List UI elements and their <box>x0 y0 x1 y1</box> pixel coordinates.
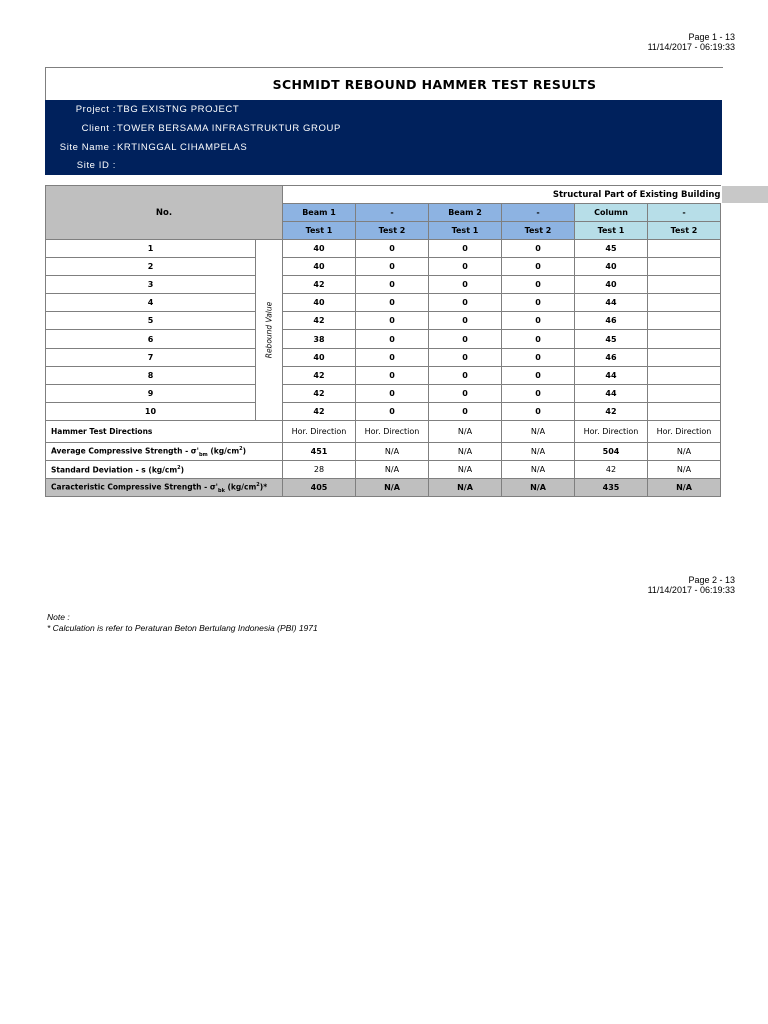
cell: 0 <box>429 402 502 420</box>
print-datetime: 11/14/2017 - 06:19:33 <box>647 42 735 52</box>
cell: 405 <box>283 479 356 497</box>
table-row <box>46 366 721 384</box>
note-text: * Calculation is refer to Peraturan Beton Bertulang Indonesia (PBI) 1971 <box>47 623 318 633</box>
cell: 0 <box>502 312 575 330</box>
table-row <box>46 402 721 420</box>
cell: 0 <box>502 384 575 402</box>
cell: 40 <box>575 276 648 294</box>
table-row <box>46 348 721 366</box>
cell: 0 <box>429 330 502 348</box>
cell: 0 <box>502 402 575 420</box>
cell: 44 <box>575 294 648 312</box>
cell: 42 <box>283 366 356 384</box>
cell: 451 <box>283 443 356 461</box>
row-number: 4 <box>46 294 256 312</box>
side-gray-tab <box>722 186 768 203</box>
structural-part-header: Structural Part of Existing Building <box>283 186 721 204</box>
test-header: Test 1 <box>283 222 356 240</box>
cell <box>648 294 721 312</box>
cell: N/A <box>429 421 502 443</box>
cell: 40 <box>283 258 356 276</box>
cell: 44 <box>575 384 648 402</box>
row-number: 2 <box>46 258 256 276</box>
table-row <box>46 258 721 276</box>
cell: 0 <box>502 366 575 384</box>
cell: Hor. Direction <box>283 421 356 443</box>
test-header: Test 2 <box>648 222 721 240</box>
client-value: TOWER BERSAMA INFRASTRUKTUR GROUP <box>117 123 341 134</box>
std-dev-row <box>46 461 721 479</box>
row-number: 1 <box>46 240 256 258</box>
cell: 42 <box>283 384 356 402</box>
group-header: - <box>356 204 429 222</box>
site-id-label: Site ID : <box>76 160 116 171</box>
cell: 435 <box>575 479 648 497</box>
cell: 0 <box>502 294 575 312</box>
group-header: - <box>502 204 575 222</box>
table-header-row-1 <box>46 186 721 204</box>
cell: N/A <box>356 461 429 479</box>
row-number: 5 <box>46 312 256 330</box>
cell: N/A <box>429 443 502 461</box>
project-info-panel <box>45 100 722 175</box>
row-number: 8 <box>46 366 256 384</box>
char-strength-label: Caracteristic Compressive Strength - $\sigma'_{bk}$ $(kg/cm^2)*$ <box>46 479 283 497</box>
cell: 42 <box>283 276 356 294</box>
cell: 42 <box>575 461 648 479</box>
cell: 0 <box>356 276 429 294</box>
cell: Hor. Direction <box>356 421 429 443</box>
page-stamp-top <box>648 32 735 52</box>
project-row <box>45 100 722 119</box>
cell: Hor. Direction <box>575 421 648 443</box>
cell: 46 <box>575 312 648 330</box>
cell: 40 <box>283 348 356 366</box>
group-header: Beam 2 <box>429 204 502 222</box>
cell: 42 <box>283 402 356 420</box>
row-number: 10 <box>46 402 256 420</box>
cell: 0 <box>356 402 429 420</box>
rebound-value-label: Rebound Value <box>264 301 274 359</box>
group-header: Column <box>575 204 648 222</box>
site-name-value: KRTINGGAL CIHAMPELAS <box>117 142 248 153</box>
page-number: Page 2 - 13 <box>688 575 735 585</box>
cell: Hor. Direction <box>648 421 721 443</box>
cell: 0 <box>356 348 429 366</box>
cell: 28 <box>283 461 356 479</box>
cell: N/A <box>429 479 502 497</box>
cell: 0 <box>502 240 575 258</box>
site-id-row <box>45 156 722 175</box>
cell: 45 <box>575 240 648 258</box>
rebound-results-table <box>45 185 721 497</box>
rebound-value-label-cell <box>256 240 283 421</box>
avg-strength-label: Average Compressive Strength - $\sigma'_{bm}$ $(kg/cm^2)$ <box>46 443 283 461</box>
cell: N/A <box>648 479 721 497</box>
footnote <box>47 612 318 634</box>
test-header: Test 1 <box>575 222 648 240</box>
cell: 42 <box>283 312 356 330</box>
cell: 40 <box>283 294 356 312</box>
table-row <box>46 384 721 402</box>
project-value: TBG EXISTNG PROJECT <box>117 104 240 115</box>
cell: 0 <box>429 294 502 312</box>
cell <box>648 258 721 276</box>
cell: N/A <box>429 461 502 479</box>
cell: 0 <box>356 294 429 312</box>
directions-label: Hammer Test Directions <box>46 421 283 443</box>
char-strength-row <box>46 479 721 497</box>
test-header: Test 2 <box>356 222 429 240</box>
avg-strength-row <box>46 443 721 461</box>
cell: 0 <box>356 384 429 402</box>
cell <box>648 240 721 258</box>
no-header: No. <box>46 186 283 240</box>
cell <box>648 276 721 294</box>
cell: 0 <box>356 258 429 276</box>
cell <box>648 348 721 366</box>
cell: 45 <box>575 330 648 348</box>
cell: 0 <box>429 258 502 276</box>
cell: N/A <box>502 479 575 497</box>
note-title: Note : <box>47 612 70 622</box>
cell: 0 <box>429 276 502 294</box>
group-header: - <box>648 204 721 222</box>
test-header: Test 1 <box>429 222 502 240</box>
group-header: Beam 1 <box>283 204 356 222</box>
page-stamp-bottom <box>648 575 735 595</box>
cell: N/A <box>356 479 429 497</box>
report-title: SCHMIDT REBOUND HAMMER TEST RESULTS <box>272 77 597 92</box>
cell: 0 <box>429 384 502 402</box>
cell: 0 <box>356 366 429 384</box>
test-header: Test 2 <box>502 222 575 240</box>
cell: N/A <box>502 421 575 443</box>
client-label: Client : <box>81 123 116 134</box>
cell: 40 <box>575 258 648 276</box>
cell: 44 <box>575 366 648 384</box>
cell: 0 <box>502 258 575 276</box>
cell: 0 <box>356 240 429 258</box>
cell <box>648 312 721 330</box>
cell: 0 <box>356 312 429 330</box>
cell: 38 <box>283 330 356 348</box>
cell: 504 <box>575 443 648 461</box>
cell: N/A <box>502 461 575 479</box>
table-row <box>46 276 721 294</box>
row-number: 6 <box>46 330 256 348</box>
cell: 40 <box>283 240 356 258</box>
cell: 0 <box>429 312 502 330</box>
table-row <box>46 330 721 348</box>
project-label: Project : <box>75 104 116 115</box>
cell: N/A <box>648 461 721 479</box>
table-row <box>46 240 721 258</box>
cell: 0 <box>356 330 429 348</box>
cell: 0 <box>502 348 575 366</box>
client-row <box>45 119 722 138</box>
site-name-row <box>45 138 722 157</box>
report-title-box <box>45 67 723 101</box>
std-dev-label: Standard Deviation - s $(kg/cm^2)$ <box>46 461 283 479</box>
site-name-label: Site Name : <box>59 142 116 153</box>
row-number: 3 <box>46 276 256 294</box>
cell: N/A <box>648 443 721 461</box>
cell: 0 <box>429 240 502 258</box>
cell <box>648 366 721 384</box>
print-datetime: 11/14/2017 - 06:19:33 <box>647 585 735 595</box>
table-row <box>46 312 721 330</box>
directions-row <box>46 421 721 443</box>
cell: 46 <box>575 348 648 366</box>
cell: 0 <box>429 348 502 366</box>
cell <box>648 402 721 420</box>
cell: N/A <box>356 443 429 461</box>
cell: 0 <box>429 366 502 384</box>
table-row <box>46 294 721 312</box>
cell: 0 <box>502 276 575 294</box>
row-number: 9 <box>46 384 256 402</box>
row-number: 7 <box>46 348 256 366</box>
cell: 0 <box>502 330 575 348</box>
cell: N/A <box>502 443 575 461</box>
page-number: Page 1 - 13 <box>688 32 735 42</box>
cell <box>648 384 721 402</box>
cell <box>648 330 721 348</box>
cell: 42 <box>575 402 648 420</box>
